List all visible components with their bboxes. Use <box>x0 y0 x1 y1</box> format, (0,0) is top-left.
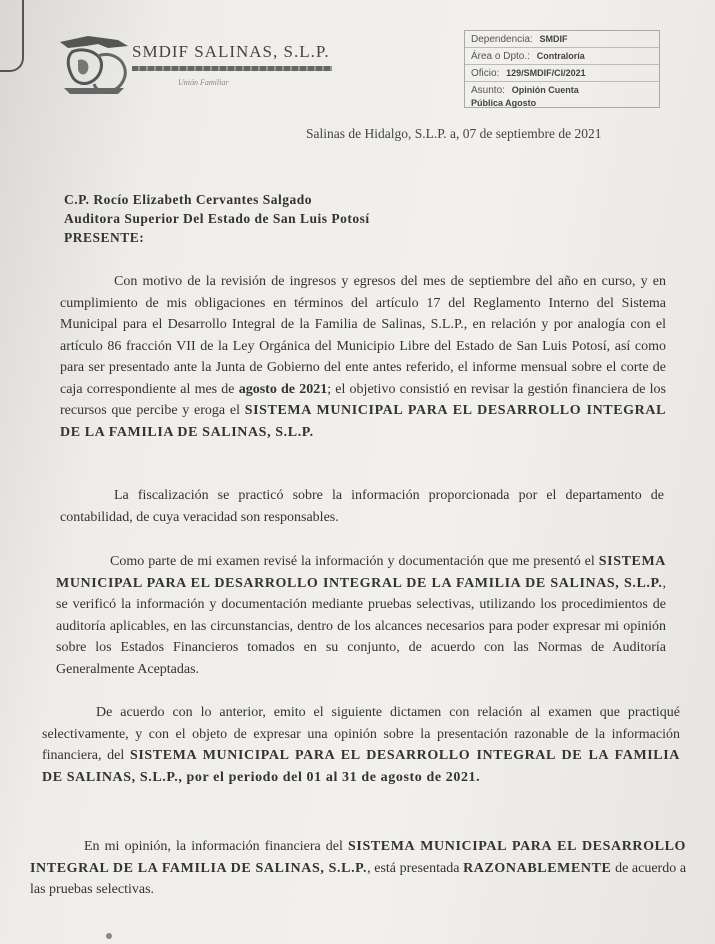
ref-row-area <box>465 48 659 65</box>
addressee-block <box>64 190 370 247</box>
org-tagline: Unión Familiar <box>178 78 229 87</box>
ref-label: Dependencia: <box>471 34 533 45</box>
ref-label: Asunto: <box>471 85 505 96</box>
paragraph-1 <box>60 271 666 443</box>
p1-entity-name: SISTEMA MUNICIPAL PARA EL DESARROLLO INTEGRAL DE LA FAMILIA DE SALINAS, S.L.P. <box>60 403 667 440</box>
paragraph-4 <box>42 702 680 788</box>
ref-value: 129/SMDIF/CI/2021 <box>506 68 586 78</box>
p3-text-c: , se verificó la información y documentación mediante pruebas selectivas, utilizando los procedimientos de auditoría aplicables, en las circunstancias, dentro de los alcances necesarios para poder expresar mi opinión sobre los Estados Financieros tomados en su conjunto, de acuerdo con las Normas de Auditoría Generalmente Aceptadas. <box>56 575 666 677</box>
ref-value: Opinión Cuenta <box>511 85 579 95</box>
salutation: PRESENTE: <box>64 230 145 245</box>
p5-text-c: , está presentada <box>367 860 460 876</box>
p2-text: La fiscalización se practicó sobre la información proporcionada por el departamento de contabilidad, de cuya veracidad son responsables. <box>60 488 664 525</box>
binder-clip-mark <box>0 0 24 72</box>
p5-text-e: de acuerdo a las pruebas selectivas. <box>30 860 687 897</box>
addressee-name: C.P. Rocío Elizabeth Cervantes Salgado <box>64 192 312 207</box>
org-name-underline <box>132 66 332 71</box>
ref-value: Contraloría <box>536 51 585 61</box>
ref-row-asunto <box>465 82 659 110</box>
p5-opinion: RAZONABLEMENTE <box>463 860 612 876</box>
p3-text-a: Como parte de mi examen revisé la información y documentación que me presentó el <box>110 554 595 569</box>
p1-period: agosto de 2021 <box>238 381 328 397</box>
p1-text-a: Con motivo de la revisión de ingresos y egresos del mes de septiembre del año en curso, y en cumplimiento de mis obligaciones en términos del artículo 17 del Reglamento Interno del Sistema Municipal para el Desarrollo Integral de la Familia de Salinas, S.L.P., en relación y por analogía con el artículo 86 fracción VII de la Ley Orgánica del Municipio Libre del Estado de San Luis Potosí, así como para ser presentado ante la Junta de Gobierno del ente antes referido, el informe mensual sobre el corte de caja correspondiente al mes de <box>60 274 666 397</box>
paragraph-2 <box>60 485 664 528</box>
date-line: Salinas de Hidalgo, S.L.P. a, 07 de septiembre de 2021 <box>306 126 602 141</box>
p4-text-a: De acuerdo con lo anterior, emito el siguiente dictamen con relación al examen que practiqué selectivamente, y con el objeto de expresar una opinión sobre la presentación razonable de la información financiera, del <box>42 705 680 763</box>
paragraph-3 <box>56 551 666 680</box>
p1-text-c: ; el objetivo consistió en revisar la gestión financiera de los recursos que percibe y eroga el <box>60 381 667 418</box>
addressee-title: Auditora Superior Del Estado de San Luis Potosí <box>64 211 370 226</box>
paragraph-5 <box>30 836 686 901</box>
ink-spot <box>106 933 112 939</box>
ref-value: SMDIF <box>539 34 568 44</box>
reference-box <box>464 30 660 108</box>
ref-label: Oficio: <box>471 68 500 79</box>
smdif-logo-icon <box>58 30 130 100</box>
ref-row-oficio <box>465 65 659 82</box>
p5-text-a: En mi opinión, la información financiera del <box>84 839 343 854</box>
p4-entity-period: SISTEMA MUNICIPAL PARA EL DESARROLLO INTEGRAL DE LA FAMILIA DE SALINAS, S.L.P., por el periodo del 01 al 31 de agosto de 2021. <box>42 748 681 785</box>
ref-row-dependencia <box>465 31 659 48</box>
ref-value: Pública Agosto <box>471 98 537 108</box>
p5-entity-name: SISTEMA MUNICIPAL PARA EL DESARROLLO INTEGRAL DE LA FAMILIA DE SALINAS, S.L.P. <box>30 839 686 876</box>
org-name: SMDIF SALINAS, S.L.P. <box>132 42 330 61</box>
p3-entity-name: SISTEMA MUNICIPAL PARA EL DESARROLLO INTEGRAL DE LA FAMILIA DE SALINAS, S.L.P. <box>56 554 666 591</box>
ref-label: Área o Dpto.: <box>471 51 530 62</box>
